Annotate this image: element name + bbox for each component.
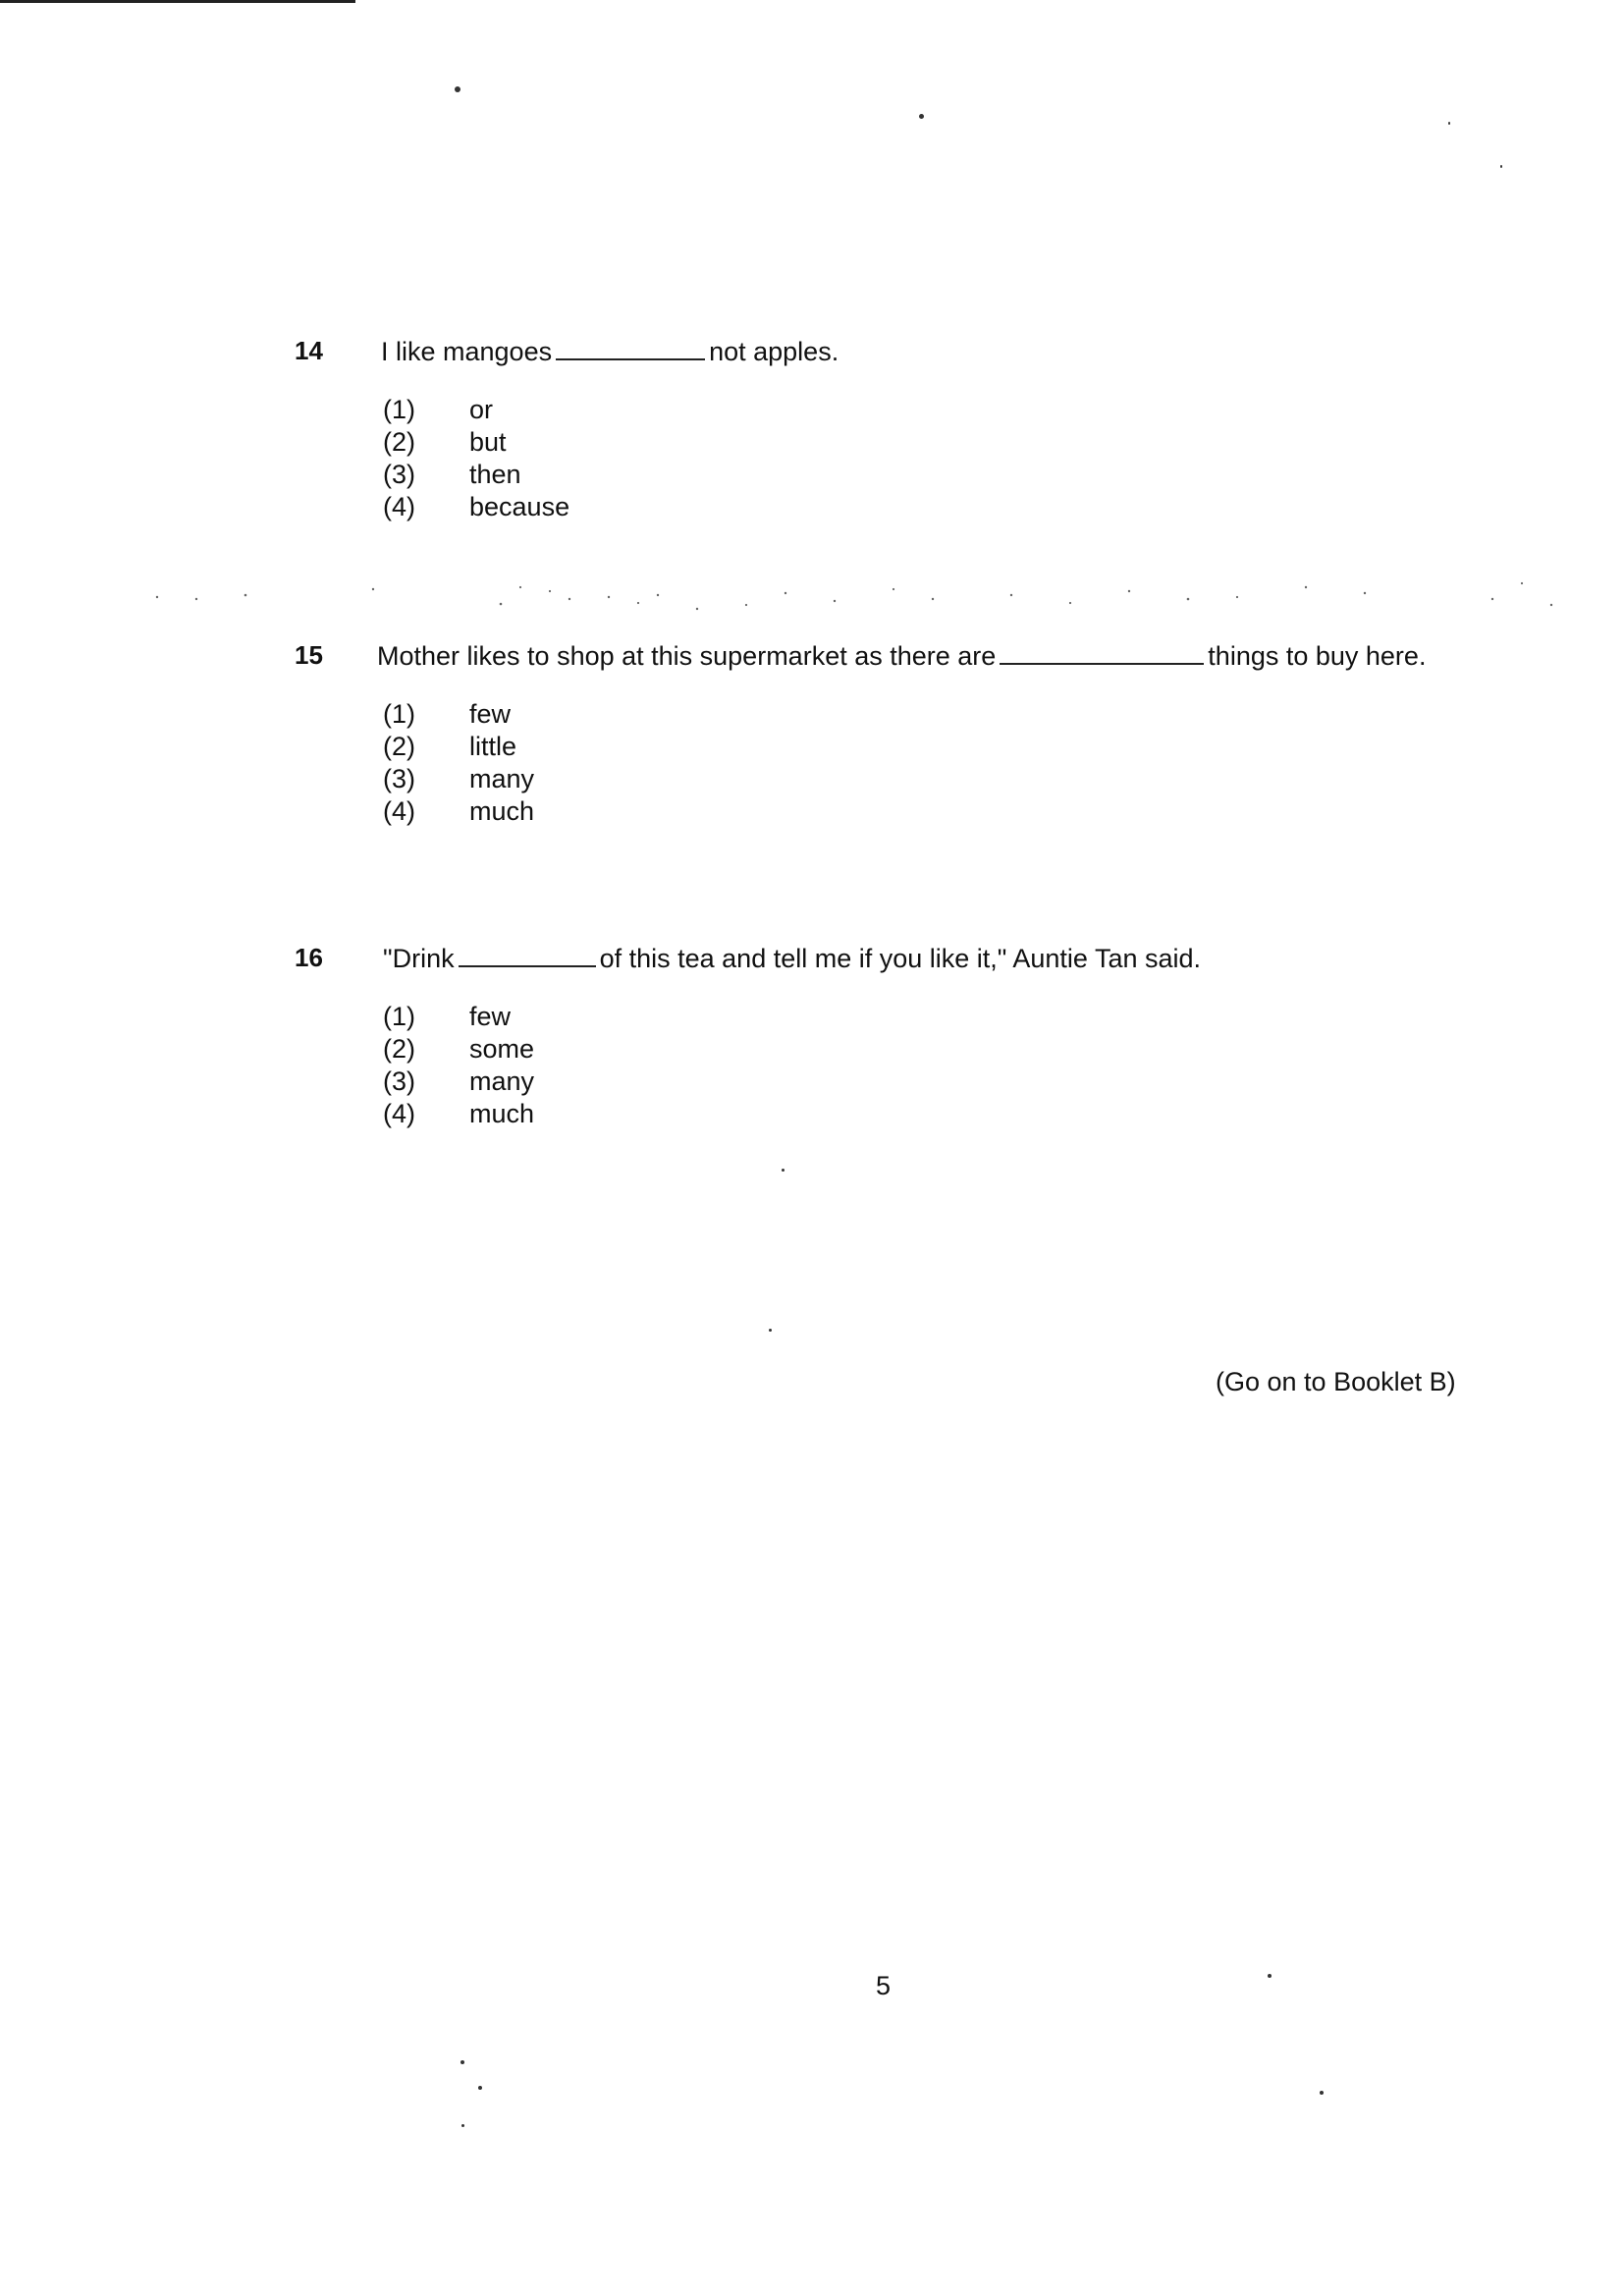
- answer-blank: [556, 331, 705, 360]
- answer-blank: [1000, 635, 1204, 665]
- scan-speck: [455, 86, 460, 92]
- page-number: 5: [876, 1971, 892, 2000]
- scan-speck: [1448, 122, 1450, 125]
- top-rule: [0, 0, 355, 3]
- scan-speck: [1320, 2091, 1324, 2095]
- option-2[interactable]: [383, 731, 1473, 763]
- question-number: 16: [295, 943, 323, 972]
- option-1[interactable]: [383, 394, 1473, 426]
- option-2[interactable]: [383, 1033, 1473, 1066]
- option-label: (2): [383, 427, 415, 457]
- options-list: [383, 698, 1473, 828]
- option-label: (2): [383, 732, 415, 761]
- option-3[interactable]: [383, 763, 1473, 795]
- question-number: 15: [295, 640, 323, 670]
- option-text: then: [469, 460, 521, 489]
- scan-speck: [478, 2086, 482, 2090]
- option-text: but: [469, 427, 507, 457]
- question-text: [381, 331, 839, 371]
- go-on-instruction: (Go on to Booklet B): [1216, 1367, 1456, 1396]
- option-4[interactable]: [383, 1098, 1473, 1130]
- option-label: (4): [383, 492, 415, 521]
- scan-speck: [461, 2124, 464, 2127]
- option-text: much: [469, 1099, 535, 1128]
- option-text: few: [469, 1002, 512, 1031]
- answer-blank: [459, 938, 596, 967]
- option-4[interactable]: [383, 795, 1473, 828]
- stem-before: "Drink: [383, 944, 455, 973]
- stem-after: things to buy here.: [1208, 641, 1427, 671]
- question-stem: [295, 331, 1473, 370]
- options-list: [383, 394, 1473, 523]
- scan-noise: [147, 570, 1571, 629]
- question-stem: [295, 635, 1473, 675]
- question-16: [295, 938, 1473, 1146]
- option-label: (1): [383, 699, 415, 729]
- option-label: (1): [383, 1002, 415, 1031]
- question-14: [295, 331, 1473, 539]
- option-text: few: [469, 699, 512, 729]
- question-stem: [295, 938, 1473, 977]
- options-list: [383, 1001, 1473, 1130]
- scan-speck: [782, 1169, 785, 1172]
- question-15: [295, 635, 1473, 844]
- option-text: little: [469, 732, 517, 761]
- stem-before: I like mangoes: [381, 337, 553, 366]
- option-label: (3): [383, 1066, 415, 1096]
- question-text: [383, 938, 1201, 978]
- scan-speck: [769, 1329, 772, 1332]
- option-text: or: [469, 395, 494, 424]
- option-text: because: [469, 492, 570, 521]
- question-text: [377, 635, 1426, 676]
- option-label: (2): [383, 1034, 415, 1064]
- option-4[interactable]: [383, 491, 1473, 523]
- option-text: many: [469, 1066, 535, 1096]
- option-3[interactable]: [383, 459, 1473, 491]
- stem-before: Mother likes to shop at this supermarket as there are: [377, 641, 997, 671]
- option-3[interactable]: [383, 1066, 1473, 1098]
- option-2[interactable]: [383, 426, 1473, 459]
- option-label: (1): [383, 395, 415, 424]
- option-label: (3): [383, 764, 415, 793]
- option-label: (3): [383, 460, 415, 489]
- option-text: some: [469, 1034, 535, 1064]
- stem-after: not apples.: [709, 337, 839, 366]
- scan-speck: [919, 114, 924, 119]
- option-1[interactable]: [383, 1001, 1473, 1033]
- question-number: 14: [295, 336, 323, 365]
- option-label: (4): [383, 796, 415, 826]
- scan-speck: [1500, 165, 1502, 168]
- scan-speck: [460, 2060, 464, 2064]
- stem-after: of this tea and tell me if you like it," Auntie Tan said.: [599, 944, 1202, 973]
- option-text: many: [469, 764, 535, 793]
- scan-speck: [1268, 1974, 1272, 1978]
- option-text: much: [469, 796, 535, 826]
- option-label: (4): [383, 1099, 415, 1128]
- option-1[interactable]: [383, 698, 1473, 731]
